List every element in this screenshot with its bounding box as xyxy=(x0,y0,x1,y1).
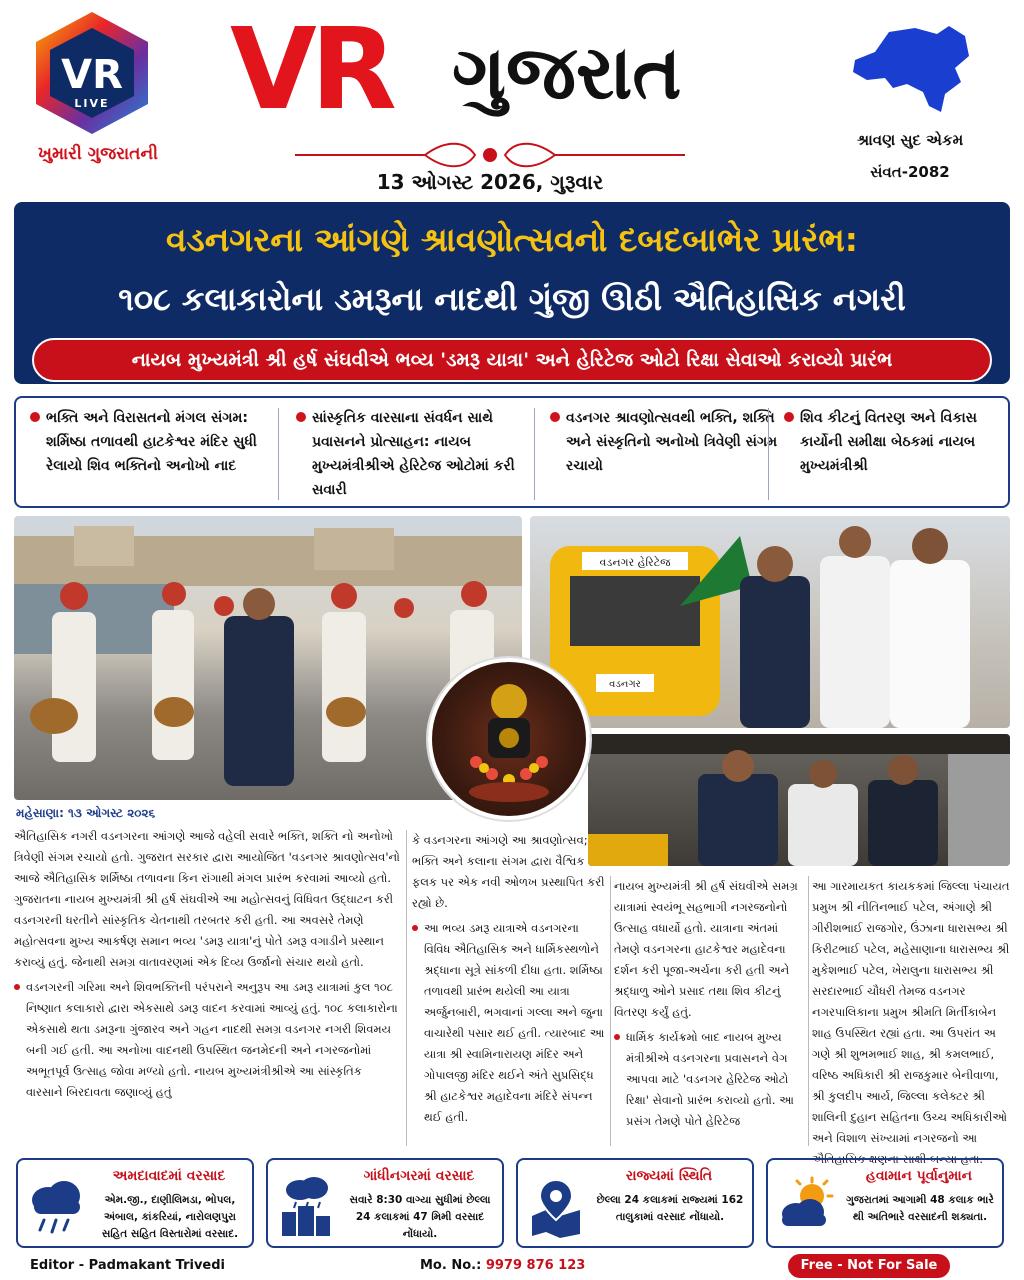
tithi: શ્રાવણ સુદ એકમ xyxy=(856,131,964,149)
svg-text:LIVE: LIVE xyxy=(74,97,110,110)
free-badge: Free - Not For Sale xyxy=(788,1254,950,1278)
highlight-item: સાંસ્કૃતિક વારસાના સંવર્ધન સાથે પ્રવાસનને પ્રોત્સાહન: નાયબ મુખ્યમંત્રીશ્રીએ હેરિટેજ ઓટોમાં કરી સવારી xyxy=(296,406,531,502)
divider xyxy=(534,408,535,500)
headline-line-1: વડનગરના આંગણે શ્રાવણોત્સવનો દબદબાભેર પ્રારંભ: xyxy=(166,220,858,259)
vr-live-logo xyxy=(30,10,155,135)
sub-headline: નાયબ મુખ્યમંત્રી શ્રી હર્ષ સંઘવીએ ભવ્ય 'ડમરૂ યાત્રા' અને હેરિટેજ ઓટો રિક્ષા સેવાઓ કરાવ્યો પ્રારંભ xyxy=(32,338,992,382)
svg-text:વડનગર: વડનગર xyxy=(609,679,641,690)
weather-title: હવામાન પૂર્વાનુમાન xyxy=(865,1168,973,1184)
paragraph: ઐતિહાસિક નગરી વડનગરના આંગણે આજે વહેલી સવારે ભક્તિ, શક્તિ નો અનોખો ત્રિવેણી સંગમ રચાયો હતો. ગુજરાત સરકાર દ્વારા આયોજિત 'વડનગર શ્રાવણોત્સવ'નો આજે ઐતિહાસિક શર્મિષ્ઠા તળાવના કિન રાંગાથી મંગલ પ્રારંભ કરવામાં આવ્યો હતો. ગુજરાતના નાયબ મુખ્યમંત્રી શ્રી હર્ષ સંઘવીએ આ મહોત્સવનું વિધિવત ઉદ્ઘાટન કરી વડનગરની ધરતીને સાંસ્કૃતિક ચેતનાથી તરબતર કરી હતી. આ અવસરે તેમણે મહોત્સવના મુખ્ય આકર્ષણ સમાન ભવ્ય 'ડમરૂ યાત્રા'નું પોતે ડમરૂ વગાડીને પ્રસ્થાન કરાવ્યું હતું. જેનાથી સમગ્ર વાતાવરણમાં એક દિવ્ય ઉર્જાનો સંચાર થયો હતો. xyxy=(14,829,400,969)
weather-box-forecast xyxy=(766,1158,1004,1248)
mobile-number: Mo. No.: 9979 876 123 xyxy=(420,1258,586,1273)
photo-hatkeshwar-deity xyxy=(428,658,590,820)
article-column-2 xyxy=(412,830,608,1132)
sun-cloud-icon xyxy=(776,1176,836,1238)
paragraph: ધાર્મિક કાર્યક્રમો બાદ નાયબ મુખ્ય મંત્રીશ્રીએ વડનગરના પ્રવાસનને વેગ આપવા માટે 'વડનગર હેરિટેજ ઓટો રિક્ષા' સેવાનો પ્રારંભ કરાવ્યો હતો. આ પ્રસંગ તેમણે પોતે હેરિટેજ xyxy=(614,1027,804,1132)
photo-heritage-rickshaw-ride xyxy=(588,734,1010,866)
headline-line-2: ૧૦૮ કલાકારોના ડમરૂના નાદથી ગુંજી ઊઠી ઐતિહાસિક નગરી xyxy=(118,280,906,318)
headline-block xyxy=(14,202,1010,384)
svg-text:વડનગર હેરિટેજ: વડનગર હેરિટેજ xyxy=(599,556,671,569)
paragraph: વડનગરની ગરિમા અને શિવભક્તિની પરંપરાને અનુરૂપ આ ડમરૂ યાત્રામાં કુલ ૧૦૮ નિષ્ણાત કલાકારો દ્વારા એકસાથે ડમરૂ વાદન કરવામાં આવ્યું હતું. ૧૦૮ કલાકારોના એકસાથે થતા ડમરૂના ગુંજારવ અને ગહન નાદથી સમગ્ર વડનગર નગરી શિવમય બની ગઈ હતી. આ અનોખા વાદનથી ઉપસ્થિત જનમેદની અને નગરજનોમાં અભૂતપૂર્વ ઉત્સાહ જોવા મળ્યો હતો. નાયબ મુખ્યમંત્રીશ્રીએ આ સાંસ્કૃતિક વારસાને બિરદાવતા જણાવ્યું હતું xyxy=(14,977,402,1103)
svg-text:VR: VR xyxy=(61,52,123,98)
brand-gujarat: ગુજરાત xyxy=(452,30,682,116)
map-pin-icon xyxy=(526,1176,586,1238)
bullet-icon xyxy=(550,412,560,422)
weather-text: છેલ્લા 24 કલાકમાં રાજ્યમાં 162 તાલુકામાં વરસાદ નોંધાયો. xyxy=(596,1194,744,1223)
city-rain-icon xyxy=(276,1176,336,1238)
bullet-icon xyxy=(784,412,794,422)
brand-title xyxy=(230,5,770,135)
ornament-divider xyxy=(295,140,685,170)
weather-box-gandhinagar xyxy=(266,1158,504,1248)
masthead xyxy=(0,0,1024,200)
article-column-4 xyxy=(812,876,1010,1174)
bullet-icon xyxy=(296,412,306,422)
bullet-icon xyxy=(30,412,40,422)
column-divider xyxy=(610,876,611,1146)
highlight-item: ભક્તિ અને વિરાસતનો મંગલ સંગમ: શર્મિષ્ઠા તળાવથી હાટકેશ્વર મંદિર સુધી રેલાયો શિવ ભક્તિનો અનોખો નાદ xyxy=(30,406,265,478)
highlight-item: વડનગર શ્રાવણોત્સવથી ભક્તિ, શક્તિ અને સંસ્કૃતિનો અનોખો ત્રિવેણી સંગમ રચાયો xyxy=(550,406,785,478)
samvat-year: સંવત-2082 xyxy=(870,163,950,181)
dateline: મહેસાણા: ૧૩ ઓગસ્ટ ૨૦૨૬ xyxy=(16,806,156,820)
samvat-info xyxy=(820,124,1000,188)
paragraph: નાયબ મુખ્યમંત્રી શ્રી હર્ષ સંઘવીએ સમગ્ર યાત્રામાં સ્વયંભૂ સહભાગી નગરજનોનો ઉત્સાહ વધાર્યો હતો. યાત્રાના અંતમાં તેમણે વડનગરના હાટકેશ્વર મહાદેવના દર્શન કરી પૂજા-અર્ચના કરી હતી અને શ્રદ્ધાળુ ઓને પ્રસાદ તથા શિવ કીટનું વિતરણ કર્યું હતું. xyxy=(614,879,798,1019)
photo-flag-off xyxy=(530,516,1010,728)
brand-vr: VR xyxy=(230,5,391,135)
divider xyxy=(278,408,279,500)
paragraph: કે વડનગરના આંગણે આ શ્રાવણોત્સવ; ભક્તિ અને કલાના સંગમ દ્વારા વૈશ્વિક ફલક પર એક નવી ઓળખ પ્રસ્થાપિત કરી રહ્યો છે. xyxy=(412,833,605,910)
weather-title: અમદાવાદમાં વરસાદ xyxy=(112,1168,226,1184)
weather-text: સવારે 8:30 વાગ્યા સુધીમાં છેલ્લા 24 કલાકમાં 47 મિમી વરસાદ નોંધાયો. xyxy=(349,1194,491,1240)
weather-text: ગુજરાતમાં આગામી 48 કલાક ભારે થી અતિભારે વરસાદની શક્યતા. xyxy=(846,1194,994,1223)
gujarat-map-icon xyxy=(845,22,975,117)
rain-cloud-icon xyxy=(26,1176,86,1238)
paragraph: આ ગારમાયકત કાયકકમાં જિલ્લા પંચાયત પ્રમુખ શ્રી નીતિનભાઈ પટેલ, અંગાણે શ્રી ગીરીશભાઈ રાજગોર, ઉંઝાના ધારાસભ્ય શ્રી કિરીટભાઈ પટેલ, મહેસાણાના ધારાસભ્ય શ્રી મુકેશભાઈ પટેલ, ખેરાલુના ધારાસભ્ય શ્રી સરદારભાઈ ચૌધરી તેમજ વડનગર નગરપાલિકાના પ્રમુખ શ્રીમતિ મિર્તીકાબેન શાહ ઉપસ્થિત રહ્યાં હતા. આ ઉપરાંત અ ગણે શ્રી શુભમભાઈ શાહ, શ્રી કમલભાઈ, વરિષ્ઠ અધિકારી શ્રી રાજકુમાર બેનીવાળા, શ્રી કુલદીપ આર્ય, જિલ્લા કલેક્ટર શ્રી શાલિની દુહાન સહિતના ઉચ્ચ અધિકારીઓ અને વિશાળ સંખ્યામાં નગરજનો આ ઐતિહાસિક ક્ષણના સાક્ષી બન્યા હતા. xyxy=(812,879,1010,1166)
highlight-item: શિવ કીટનું વિતરણ અને વિકાસ કાર્યોની સમીક્ષા બેઠકમાં નાયબ મુખ્યમંત્રીશ્રી xyxy=(784,406,1019,478)
editor-credit: Editor - Padmakant Trivedi xyxy=(30,1258,225,1273)
column-divider xyxy=(808,876,809,1146)
column-divider xyxy=(406,830,407,1146)
weather-box-ahmedabad xyxy=(16,1158,254,1248)
highlights-box xyxy=(14,396,1010,508)
issue-date: 13 ઓગસ્ટ 2026, ગુરૂવાર xyxy=(376,170,604,194)
article-column-3 xyxy=(614,876,804,1136)
weather-box-state xyxy=(516,1158,754,1248)
tagline: ખુમારી ગુજરાતની xyxy=(38,144,158,164)
weather-title: રાજ્યમાં સ્થિતિ xyxy=(625,1168,713,1184)
weather-text: એમ.જી., દાણીલિમડા, ભોપલ, અંબાલ, કાંકરિયાં, નારોલણપુરા સહિત સહિત વિસ્તારોમાં વરસાદ. xyxy=(101,1194,239,1240)
divider xyxy=(768,408,769,500)
article-column-1 xyxy=(14,826,402,1107)
weather-title: ગાંધીનગરમાં વરસાદ xyxy=(363,1168,475,1184)
paragraph: આ ભવ્ય ડમરૂ યાત્રાએ વડનગરના વિવિધ ઐતિહાસિક અને ધાર્મિકસ્થળોને શ્રદ્ધાના સૂત્રે સાંકળી દીધા હતા. શર્મિષ્ઠા તળાવથી પ્રારંભ થયેલી આ યાત્રા અર્જુનબારી, ભગવાનાં ગલ્લા અને જુના વાચારેથી પસાર થઈ હતી. ત્યારબાદ આ યાત્રા શ્રી સ્વામિનારાયણ મંદિર અને ગોપાલજી મંદિર થઈને અંતે સુપ્રસિદ્ધ શ્રી હાટકેશ્વર મહાદેવના મંદિરે સંપન્ન થઈ હતી. xyxy=(412,918,608,1128)
